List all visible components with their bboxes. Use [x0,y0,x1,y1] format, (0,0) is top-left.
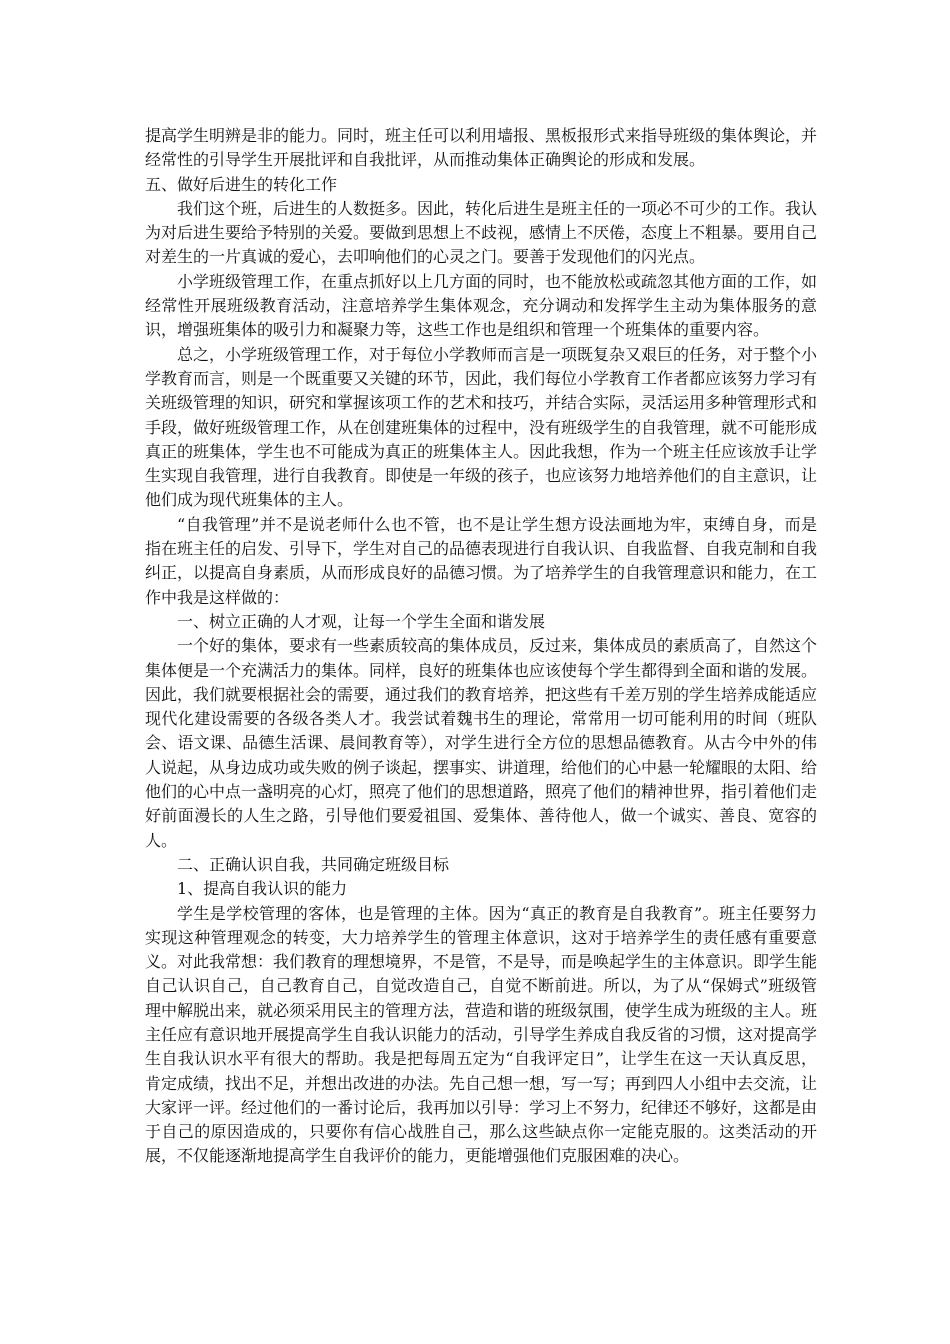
subheading-2-1: 1、提高自我认识的能力 [177,879,348,899]
paragraph-summary: 总之，小学班级管理工作，对于每位小学教师而言是一项既复杂又艰巨的任务，对于整个小学教育而言，则是一个既重要又关键的环节，因此，我们每位小学教育工作者都应该努力学习有关班级管理的知识，研究和掌握该项工作的艺术和技巧，并结合实际，灵活运用多种管理形式和手段，做好班级管理工作，从在创建班集体的过程中，没有班级学生的自我管理，就不可能形成真正的班集体，学生也不可能成为真正的班集体主人。因此我想，作为一个班主任应该放手让学生实现自我管理，进行自我教育。即使是一年级的孩子，也应该努力地培养他们的自主意识，让他们成为现代班集体的主人。 [145,344,818,510]
section-heading-5: 五、做好后进生的转化工作 [145,174,338,194]
subheading-2: 二、正确认识自我，共同确定班级目标 [177,854,450,874]
paragraph-laggard-students: 我们这个班，后进生的人数挺多。因此，转化后进生是班主任的一项必不可少的工作。我认为对后进生要给予特别的关爱。要做到思想上不歧视，感情上不厌倦，态度上不粗暴。要用自己对差生的一片真诚的爱心，去叩响他们的心灵之门。要善于发现他们的闪光点。 [145,198,818,267]
paragraph-continuation: 提高学生明辨是非的能力。同时，班主任可以利用墙报、黑板报形式来指导班级的集体舆论，并经常性的引导学生开展批评和自我批评，从而推动集体正确舆论的形成和发展。 [145,126,818,170]
paragraph-self-awareness: 学生是学校管理的客体，也是管理的主体。因为“真正的教育是自我教育”。班主任要努力实现这种管理观念的转变，大力培养学生的管理主体意识，这对于培养学生的责任感有重要意义。对此我常想：我们教育的理想境界，不是管，不是导，而是唤起学生的主体意识。即学生能自己认识自己，自己教育自己，自觉改造自己，自觉不断前进。所以，为了从“保姆式”班级管理中解脱出来，就必须采用民主的管理方法，营造和谐的班级氛围，使学生成为班级的主人。班主任应有意识地开展提高学生自我认识能力的活动，引导学生养成自我反省的习惯，这对提高学生自我认识水平有很大的帮助。我是把每周五定为“自我评定日”，让学生在这一天认真反思，肯定成绩，找出不足，并想出改进的办法。先自己想一想，写一写；再到四人小组中去交流，让大家评一评。经过他们的一番讨论后，我再加以引导：学习上不努力，纪律还不够好，这都是由于自己的原因造成的，只要你有信心战胜自己，那么这些缺点你一定能克服的。这类活动的开展，不仅能逐渐地提高学生自我评价的能力，更能增强他们克服困难的决心。 [145,903,818,1166]
paragraph-self-management: “自我管理”并不是说老师什么也不管，也不是让学生想方设法画地为牢，束缚自身，而是指在班主任的启发、引导下，学生对自己的品德表现进行自我认识、自我监督、自我克制和自我纠正，以提高自身素质，从而形成良好的品德习惯。为了培养学生的自我管理意识和能力，在工作中我是这样做的： [145,514,818,607]
paragraph-talent-view: 一个好的集体，要求有一些素质较高的集体成员，反过来，集体成员的素质高了，自然这个集体便是一个充满活力的集体。同样，良好的班集体也应该使每个学生都得到全面和谐的发展。因此，我们就要根据社会的需要，通过我们的教育培养，把这些有千差万别的学生培养成能适应现代化建设需要的各级各类人才。我尝试着魏书生的理论，常常用一切可能利用的时间（班队会、语文课、品德生活课、晨间教育等），对学生进行全方位的思想品德教育。从古今中外的伟人说起，从身边成功或失败的例子谈起，摆事实、讲道理，给他们的心中悬一轮耀眼的太阳、给他们的心中点一盏明亮的心灯，照亮了他们的思想道路，照亮了他们的精神世界，指引着他们走好前面漫长的人生之路，引导他们要爱祖国、爱集体、善待他人，做一个诚实、善良、宽容的人。 [145,636,818,850]
document-page [145,124,817,1169]
subheading-1: 一、树立正确的人才观，让每一个学生全面和谐发展 [177,611,546,631]
paragraph-other-work: 小学班级管理工作，在重点抓好以上几方面的同时，也不能放松或疏忽其他方面的工作，如经常性开展班级教育活动，注意培养学生集体观念，充分调动和发挥学生主动为集体服务的意识，增强班集体的吸引力和凝聚力等，这些工作也是组织和管理一个班集体的重要内容。 [145,271,818,340]
